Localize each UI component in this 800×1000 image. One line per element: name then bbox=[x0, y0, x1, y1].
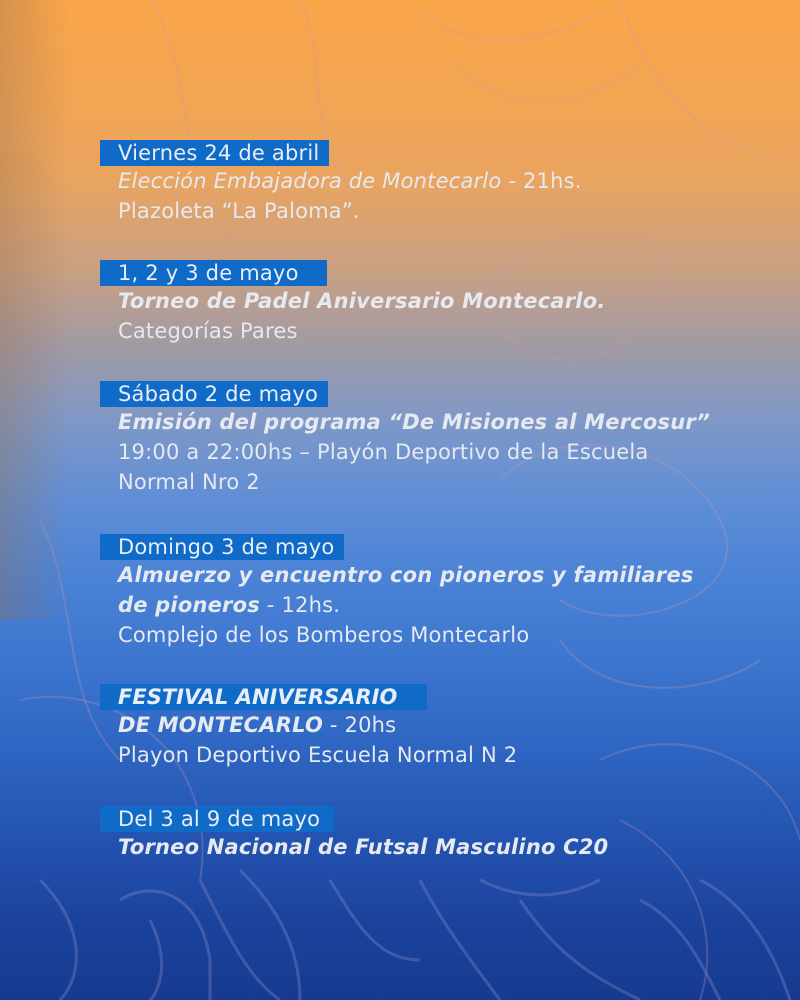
event-title-line bbox=[100, 710, 517, 740]
event-title: Elección Embajadora de Montecarlo bbox=[118, 169, 502, 193]
event-item bbox=[100, 534, 694, 650]
event-title-part1: Almuerzo y encuentro con pioneros y familiares bbox=[118, 563, 694, 587]
event-title-part2: de pioneros bbox=[118, 593, 260, 617]
event-date-tag: Domingo 3 de mayo bbox=[100, 534, 344, 560]
event-title-line bbox=[100, 560, 694, 590]
event-title: Emisión del programa “De Misiones al Mercosur” bbox=[118, 410, 711, 434]
event-location: Playon Deportivo Escuela Normal N 2 bbox=[118, 743, 518, 767]
event-title-line bbox=[100, 832, 608, 862]
event-item bbox=[100, 260, 606, 346]
event-location: Plazoleta “La Paloma”. bbox=[118, 199, 360, 223]
event-title-line bbox=[100, 286, 606, 316]
event-date-tag: Viernes 24 de abril bbox=[100, 140, 329, 166]
event-date-tag: 1, 2 y 3 de mayo bbox=[100, 260, 327, 286]
event-date-tag: Sábado 2 de mayo bbox=[100, 381, 328, 407]
event-detail: 19:00 a 22:00hs – Playón Deportivo de la Escuela bbox=[118, 440, 649, 464]
event-item bbox=[100, 684, 517, 770]
event-title: Torneo Nacional de Futsal Masculino C20 bbox=[118, 835, 609, 859]
event-detail: Categorías Pares bbox=[118, 319, 298, 343]
event-title-line bbox=[100, 166, 582, 196]
festival-title-tag: FESTIVAL ANIVERSARIO bbox=[100, 684, 427, 710]
event-date-tag: Del 3 al 9 de mayo bbox=[100, 806, 334, 832]
event-item bbox=[100, 140, 582, 226]
event-title: Torneo de Padel Aniversario Montecarlo. bbox=[118, 289, 606, 313]
event-time: - 21hs. bbox=[501, 169, 582, 193]
festival-title-part2: DE MONTECARLO bbox=[118, 713, 324, 737]
event-item bbox=[100, 806, 608, 862]
event-detail: Normal Nro 2 bbox=[118, 470, 260, 494]
event-time: - 20hs bbox=[323, 713, 397, 737]
event-title-line bbox=[100, 407, 710, 437]
event-title-line bbox=[100, 590, 694, 620]
event-location: Complejo de los Bomberos Montecarlo bbox=[118, 623, 530, 647]
event-item bbox=[100, 381, 710, 497]
event-time: - 12hs. bbox=[259, 593, 341, 617]
